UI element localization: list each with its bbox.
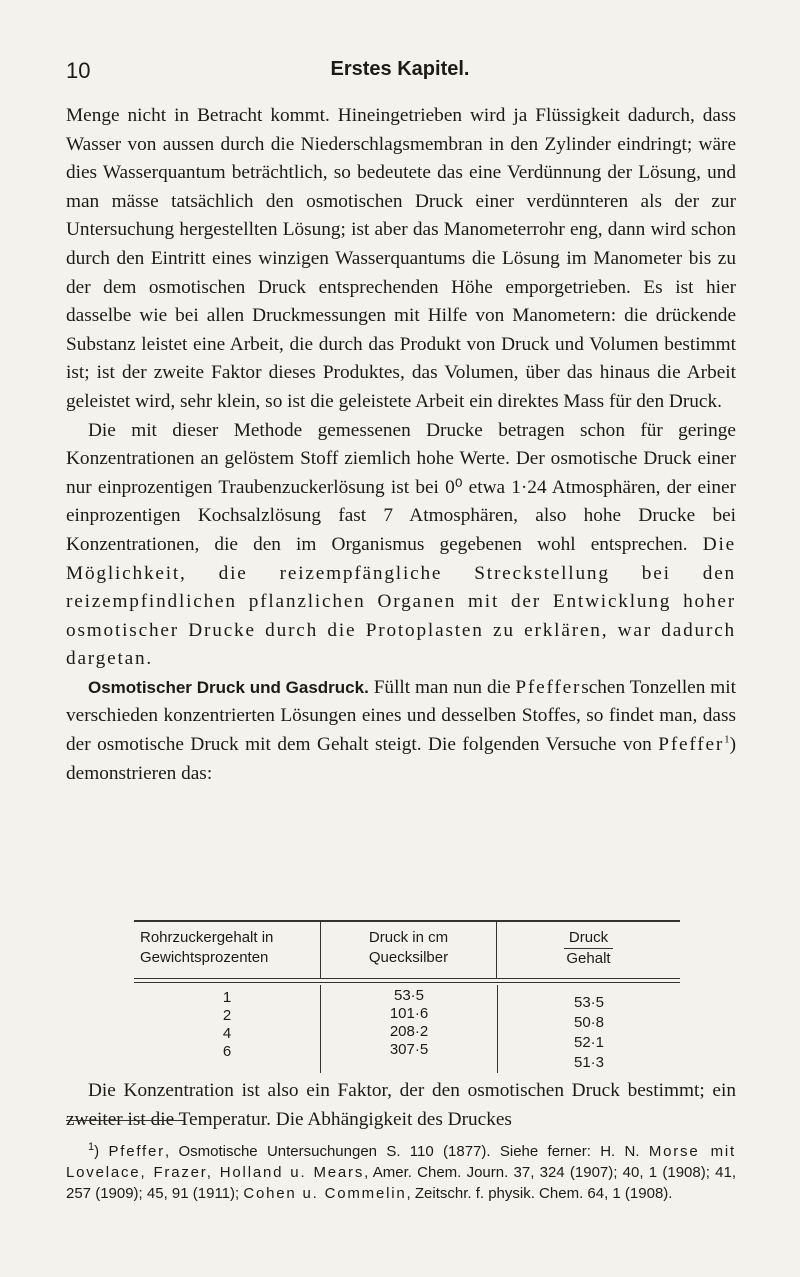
paragraph-3-text-b: schen Tonzellen mit verschieden konzentrierten Lösungen eines und desselben Stoffes, so findet man, dass der osmotische Druck mit dem Gehalt steigt. Die folgenden Versuche von xyxy=(66,676,736,756)
footnote-text-1: , Osmotische Untersuchungen S. 110 (1877). Siehe ferner: H. N. xyxy=(164,1143,649,1160)
paragraph-1: Menge nicht in Betracht kommt. Hineingetrieben wird ja Flüssigkeit dadurch, dass Wasser von aussen durch die Niederschlagsmembran in den Zylinder eindringt; wäre dies Wasserquantum beträchtlich, so bedeutete das eine Verdünnung der Lösung, und man mässe tatsächlich den osmotischen Druck einer verdünnteren als der zur Untersuchung hergestellten Lösung; ist aber das Manometerrohr eng, dann wird schon durch den Eintritt eines winzigen Wasserquantums die Lösung im Manometer bis zu der dem osmotischen Druck entsprechenden Höhe emporgetrieben. Es ist hier dasselbe wie bei allen Druckmessungen mit Hilfe von Manometern: die drückende Substanz leistet eine Arbeit, die durch das Produkt von Druck und Volumen bestimmt ist; ist der zweite Faktor dieses Produktes, das Volumen, über das hinaus die Arbeit geleistet wird, sehr klein, so ist die geleistete Arbeit ein direktes Mass für den Druck. xyxy=(66,105,736,412)
data-table xyxy=(134,920,680,1073)
text-after-table xyxy=(66,1077,736,1134)
paragraph-3-text-c: ) demonstrieren das: xyxy=(66,734,736,784)
page-number: 10 xyxy=(66,58,91,83)
table-cell: 50·8 xyxy=(573,1014,605,1031)
table-cell: 1 xyxy=(222,989,232,1006)
header-ratio xyxy=(496,922,680,978)
table-cell: 208·2 xyxy=(389,1023,429,1040)
section-heading: Osmotischer Druck und Gasdruck. xyxy=(88,677,369,697)
footnote-author-3: Cohen u. Commelin xyxy=(243,1185,407,1202)
table-cell: 53·5 xyxy=(573,994,605,1011)
header-col1-line2: Gewichtsprozenten xyxy=(140,949,269,966)
header-col2-line1: Druck in cm xyxy=(368,929,449,946)
footnote-text-2: , Amer. Chem. Journ. 37, 324 (1907); 40, 1 (1908); 41, 257 (1909); 45, 91 (1911); xyxy=(66,1164,736,1202)
paragraph-2 xyxy=(66,417,736,674)
header-pressure xyxy=(320,922,496,978)
header-ratio-numerator: Druck xyxy=(568,929,609,946)
table-header xyxy=(134,920,680,978)
footnote-ref[interactable]: 1 xyxy=(724,733,730,746)
header-concentration xyxy=(134,922,320,978)
column-concentration xyxy=(134,985,320,1073)
footnote-text: $^1$) Pfeffer, Osmotische Untersuchungen S. 110 (1877). Siehe ferner: H. N. Morse mit Lovelace, Frazer, Holland u. Mears, Amer. Chem. Journ. 37, 324 (1907); 40, 1 (1908); 41, 257 (1909); 45, 91 (1911); Cohen u. Commelin, Zeitschr. f. physik. Chem. 64, 1 (1908). xyxy=(66,1141,736,1202)
table-cell: 2 xyxy=(222,1007,232,1024)
table-cell: 6 xyxy=(222,1043,232,1060)
footnote-mark: 1 xyxy=(88,1141,95,1153)
paragraph-4: Die Konzentration ist also ein Faktor, der den osmotischen Druck bestimmt; ein zweiter ist die Temperatur. Die Abhängigkeit des Druckes xyxy=(66,1080,736,1130)
header-col2-line2: Quecksilber xyxy=(368,949,449,966)
table-cell: 52·1 xyxy=(573,1034,605,1051)
table-cell: 53·5 xyxy=(393,987,425,1004)
paragraph-3-text-a: Füllt man nun die xyxy=(368,676,516,698)
author-name-2: Pfeffer xyxy=(658,734,725,756)
table-header-rule xyxy=(134,978,680,983)
footnote-author-2: Morse mit Lovelace, Frazer, Holland u. Mears xyxy=(66,1143,736,1181)
table-body xyxy=(134,985,680,1073)
footnote-divider xyxy=(66,1120,184,1121)
header-col1-line1: Rohrzuckergehalt in xyxy=(140,929,274,946)
footnote-author-1: Pfeffer xyxy=(108,1143,165,1160)
footnote-text-3: , Zeitschr. f. physik. Chem. 64, 1 (1908). xyxy=(406,1185,673,1202)
paragraph-2-text: Die mit dieser Methode gemessenen Drucke betragen schon für geringe Konzentrationen an gelöstem Stoff ziemlich hohe Werte. Der osmotische Druck einer nur einprozentigen Traubenzuckerlösung ist bei 0⁰ etwa 1·24 Atmosphären, der einer einprozentigen Kochsalzlösung fast 7 Atmosphären, also hohe Drucke bei Konzentrationen, die den im Organismus gegebenen wohl entsprechen. xyxy=(66,419,736,555)
footnote xyxy=(66,1141,736,1204)
column-ratio xyxy=(497,985,680,1073)
table-cell: 4 xyxy=(222,1025,232,1042)
running-head: Erstes Kapitel. xyxy=(330,58,470,80)
table-cell: 101·6 xyxy=(389,1005,429,1022)
author-name: Pfeffer xyxy=(515,676,582,698)
paragraph-2-spaced-text: Die Möglichkeit, die reizempfängliche Streckstellung bei den reizempfindlichen pflanzlichen Organen mit der Entwicklung hoher osmotischer Drucke durch die Protoplasten zu erklären, war dadurch dargetan. xyxy=(66,533,736,670)
column-pressure xyxy=(320,985,497,1073)
main-text xyxy=(66,102,736,788)
header-ratio-denominator: Gehalt xyxy=(566,950,611,967)
page-header xyxy=(66,58,734,88)
table-cell: 51·3 xyxy=(573,1054,605,1071)
table-cell: 307·5 xyxy=(389,1041,429,1058)
paragraph-3 xyxy=(66,674,736,788)
